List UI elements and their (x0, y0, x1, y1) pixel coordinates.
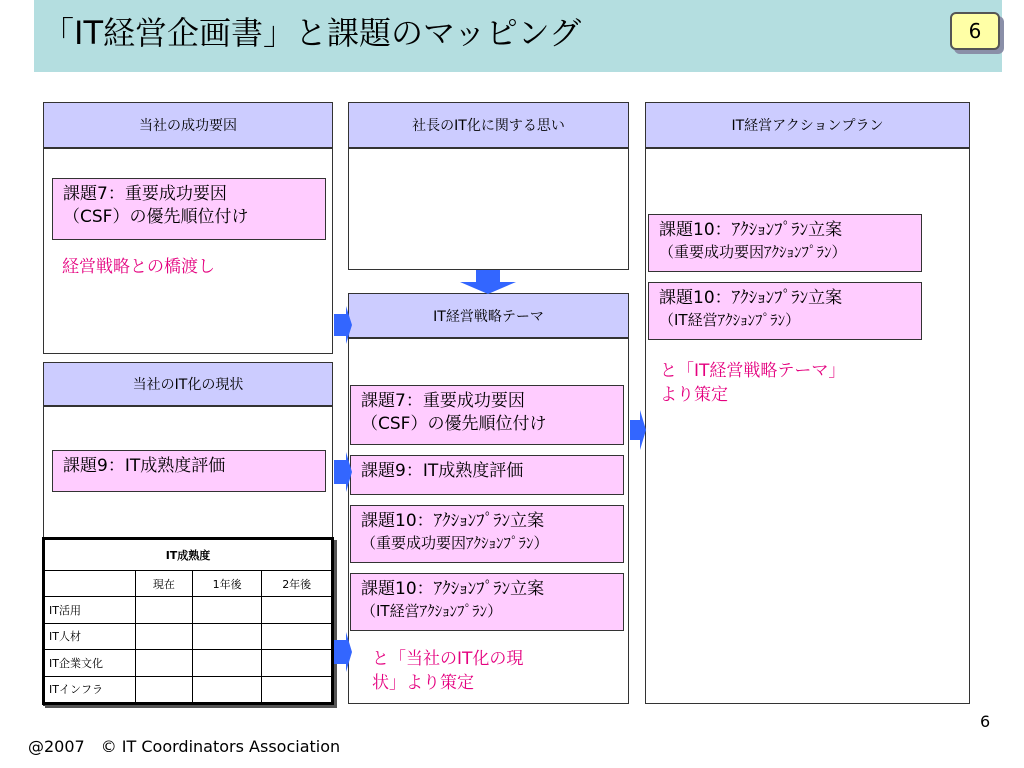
strategy-theme-header: IT経営戦略テーマ (348, 293, 629, 338)
task7-line1: 課題7：重要成功要因 (63, 184, 227, 204)
task7-mid-line1: 課題7：重要成功要因 (361, 391, 525, 411)
row-label: ITインフラ (45, 676, 136, 702)
task7-mid-line2: （CSF）の優先順位付け (361, 413, 547, 434)
action-note-line1: と「IT経営戦略テーマ」 (660, 361, 846, 381)
table-header-cell: 現在 (136, 571, 193, 597)
right-arrow-2 (334, 452, 352, 492)
action-note-line2: より策定 (660, 384, 728, 405)
table-header-cell: 1年後 (192, 571, 262, 597)
table-title: IT成熟度 (45, 540, 332, 571)
right-arrow-1 (334, 306, 352, 344)
page-number: 6 (980, 712, 991, 731)
action-plan-header: IT経営アクションプラン (645, 102, 970, 148)
task10-it-right-line2: （IT経営ｱｸｼｮﾝﾌﾟﾗﾝ） (659, 310, 801, 329)
task10-it-line1: 課題10：ｱｸｼｮﾝﾌﾟﾗﾝ立案 (361, 579, 545, 599)
task9-box-middle: 課題9：IT成熟度評価 (350, 455, 624, 495)
row-label: IT人材 (45, 623, 136, 649)
down-arrow (460, 270, 516, 294)
strategy-note-line1: と「当社のIT化の現 (372, 649, 524, 669)
copyright-footer: @2007 © IT Coordinators Association (28, 737, 341, 756)
it-status-header: 当社のIT化の現状 (43, 362, 333, 406)
table-header-cell: 2年後 (262, 571, 332, 597)
bridge-note: 経営戦略との橋渡し (62, 257, 215, 277)
strategy-note-line2: 状」より策定 (372, 672, 474, 693)
right-arrow-4 (630, 410, 646, 450)
row-label: IT活用 (45, 597, 136, 623)
task9-box-left: 課題9：IT成熟度評価 (52, 450, 326, 492)
task10-it-line2: （IT経営ｱｸｼｮﾝﾌﾟﾗﾝ） (361, 601, 503, 620)
task7-line2: （CSF）の優先順位付け (63, 206, 249, 227)
task10-csf-line1: 課題10：ｱｸｼｮﾝﾌﾟﾗﾝ立案 (361, 511, 545, 531)
row-label: IT企業文化 (45, 650, 136, 676)
task10-it-right-line1: 課題10：ｱｸｼｮﾝﾌﾟﾗﾝ立案 (659, 288, 843, 308)
president-thoughts-header: 社長のIT化に関する思い (348, 102, 629, 148)
right-arrow-3 (334, 632, 352, 672)
task10-csf-line2: （重要成功要因ｱｸｼｮﾝﾌﾟﾗﾝ） (361, 533, 549, 552)
success-factors-header: 当社の成功要因 (43, 102, 333, 148)
task10-csf-right-line2: （重要成功要因ｱｸｼｮﾝﾌﾟﾗﾝ） (659, 242, 847, 261)
slide-title: 「IT経営企画書」と課題のマッピング (42, 14, 582, 52)
task10-csf-right-line1: 課題10：ｱｸｼｮﾝﾌﾟﾗﾝ立案 (659, 220, 843, 240)
slide-number-badge: 6 (950, 12, 1000, 50)
